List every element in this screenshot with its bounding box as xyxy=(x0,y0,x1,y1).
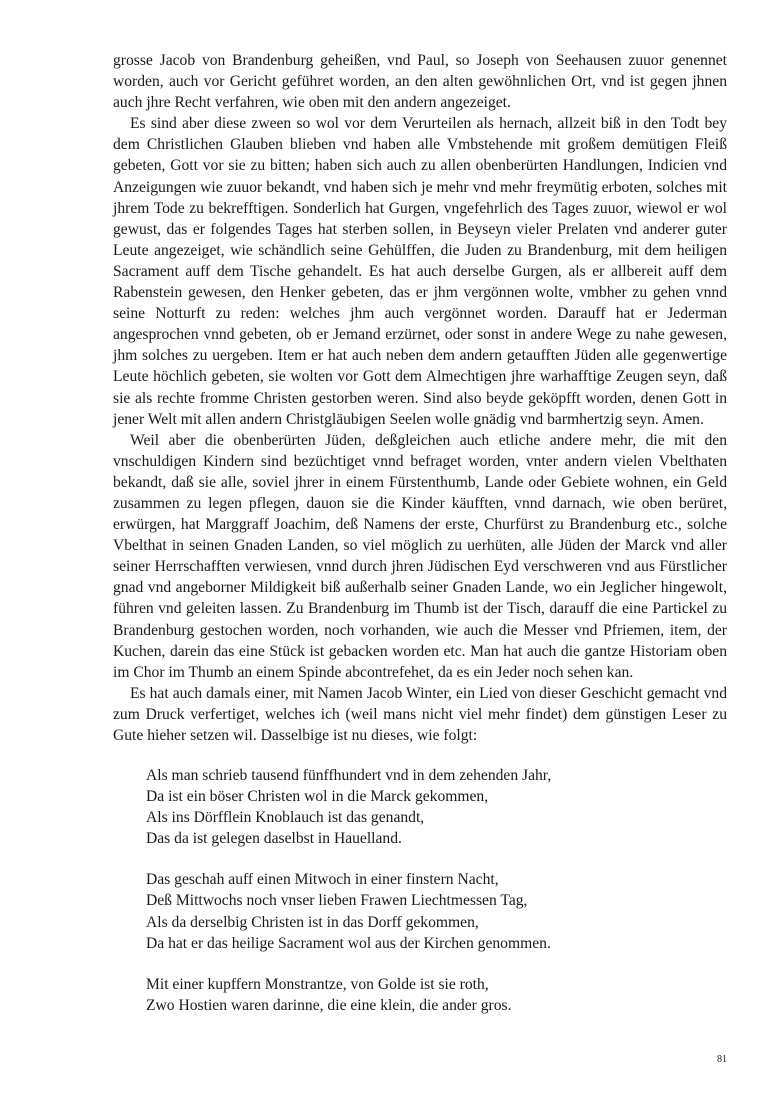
poem-stanza xyxy=(146,974,726,1016)
poem-line: Da ist ein böser Christen wol in die Marck gekommen, xyxy=(146,788,489,806)
page-number: 81 xyxy=(717,1054,727,1065)
poem-line: Zwo Hostien waren darinne, die eine klein, die ander gros. xyxy=(146,996,512,1014)
poem-line: Da hat er das heilige Sacrament wol aus der Kirchen genommen. xyxy=(146,934,551,952)
poem-line: Deß Mittwochs noch vnser lieben Frawen Liechtmessen Tag, xyxy=(146,892,528,910)
poem-line: Das geschah auff einen Mitwoch in einer finstern Nacht, xyxy=(146,871,499,889)
poem-line: Als ins Dörfflein Knoblauch ist das genandt, xyxy=(146,809,425,827)
poem-line: Als man schrieb tausend fünffhundert vnd in dem zehenden Jahr, xyxy=(146,767,552,784)
paragraph: Weil aber die obenberürten Jüden, deßgleichen auch etliche andere mehr, die mit den vnschuldigen Kindern sind bezüchtiget vnnd befraget worden, vnter andern vielen Vbelthaten bekandt, daß sie alle, soviel jhrer in einem Fürstenthumb, Lande oder Gebiete wohnen, ein Geld zusammen zu legen pflegen, dauon sie die Kinder käufften, vnnd darnach, wie oben berüret, erwürgen, hat Marggraff Joachim, deß Namens der erste, Churfürst zu Brandenburg etc., solche Vbelthat in seinen Gnaden Landen, so viel möglich zu uerhüten, alle Jüden der Marck vnd aller seiner Herrschafften verwiesen, vnnd durch jhren Jüdischen Eyd verschweren vnd aus Fürstlicher gnad vnd angeborner Mildigkeit biß außerhalb seiner Gnaden Lande, wo ein Jeglicher hingewolt, führen vnd geleiten lassen. Zu Brandenburg im Thumb ist der Tisch, darauff die eine Partickel zu Brandenburg gestochen worden, noch vorhanden, wie auch die Messer vnd Pfriemen, item, der Kuchen, darein das eine Stück ist gebacken worden etc. Man hat auch die gantze Historiam oben im Chor im Thumb an einem Spinde abcontrefehet, da es ein Jeder noch sehen kan. xyxy=(113,431,727,681)
poem xyxy=(146,765,726,1036)
poem-stanza xyxy=(146,765,726,849)
poem-line: Das da ist gelegen daselbst in Hauelland. xyxy=(146,830,402,848)
paragraph: Es hat auch damals einer, mit Namen Jacob Winter, ein Lied von dieser Geschicht gemacht vnd zum Druck verfertiget, welches ich (weil mans nicht viel mehr findet) dem günstigen Leser zu Gute hieher setzen wil. Dasselbige ist nu dieses, wie folgt: xyxy=(113,684,727,744)
poem-line: Mit einer kupffern Monstrantze, von Golde ist sie roth, xyxy=(146,975,489,993)
poem-stanza xyxy=(146,869,726,953)
paragraph: grosse Jacob von Brandenburg geheißen, vnd Paul, so Joseph von Seehausen zuuor genennet worden, auch vor Gericht geführet worden, an den alten gewöhnlichen Ort, vnd ist gegen jhnen auch jhre Recht verfahren, wie oben mit den andern angezeiget. xyxy=(113,52,727,112)
paragraph: Es sind aber diese zween so wol vor dem Verurteilen als hernach, allzeit biß in den Todt bey dem Christlichen Glauben blieben vnd haben alle Vmbstehende mit großem demütigen Fleiß gebeten, Gott vor sie zu bitten; haben sich auch zu allen obenberürten Handlungen, Indicien vnd Anzeigungen wie zuuor bekandt, vnd haben sich je mehr vnd mehr freymütig erboten, solches mit jhrem Tode zu bekrefftigen. Sonderlich hat Gurgen, vngefehrlich des Tages zuuor, wiewol er wol gewust, das er folgendes Tages hat sterben sollen, in Beyseyn vieler Prelaten vnd anderer guter Leute angezeiget, wie schändlich seine Gehülffen, die Juden zu Brandenburg, mit dem heiligen Sacrament auff dem Tische gehandelt. Es hat auch derselbe Gurgen, als er allbereit auff dem Rabenstein gewesen, den Henker gebeten, das er jhm vergönnen wolte, vmbher zu gehen vnnd seine Notturft zu reden: welches jhm auch vergönnet worden. Darauff hat er Jederman angesprochen vnnd gebeten, ob er Jemand erzürnet, oder sonst in andere Wege zu nahe gewesen, jhm solches zu uergeben. Item er hat auch neben dem andern getaufften Jüden alle gegenwertige Leute höchlich gebeten, sie wolten vor Gott dem Almechtigen jhre warhafftige Zeugen seyn, daß sie als rechte fromme Christen gestorben weren. Sind also beyde geköpfft worden, denen Gott in jener Welt mit allen andern Christgläubigen Seelen wolle gnädig vnd barmhertzig seyn. Amen. xyxy=(113,115,727,428)
poem-line: Als da derselbig Christen ist in das Dorff gekommen, xyxy=(146,913,479,931)
prose-body xyxy=(113,50,727,746)
